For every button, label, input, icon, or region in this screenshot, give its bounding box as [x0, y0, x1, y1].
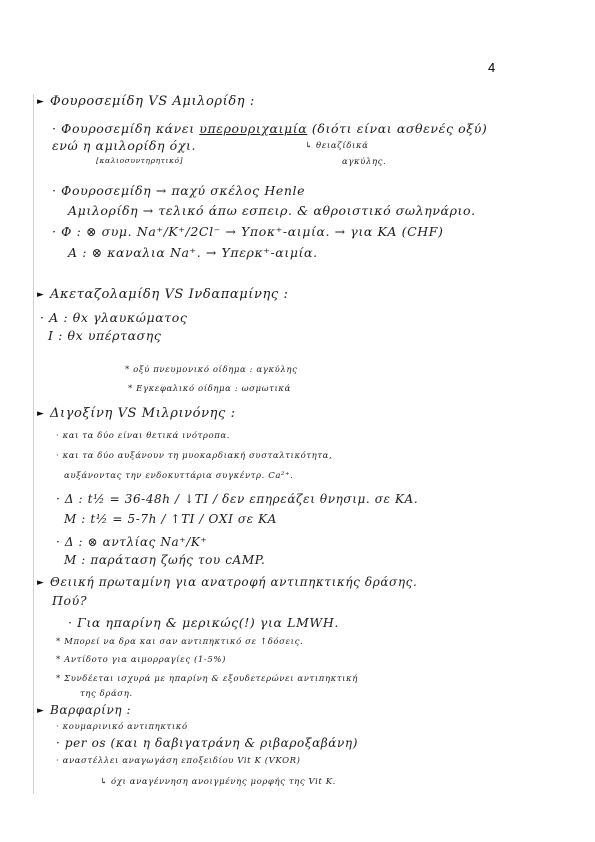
margin-note: ↳ θειαζίδικά [305, 141, 369, 151]
bullet-icon: ► [37, 409, 44, 419]
text-line: · αναστέλλει αναγωγάση εποξειδίου Vit K (VKOR) [56, 756, 301, 766]
section-heading: Φουροσεμίδη VS Αμιλορίδη : [50, 94, 255, 109]
text-line: * οξύ πνευμονικό οίδημα : αγκύλης [125, 365, 298, 375]
text-line: * Μπορεί να δρα και σαν αντιπηκτικό σε ↑δόσεις. [56, 637, 304, 647]
text-line: * Συνδέεται ισχυρά με ηπαρίνη & εξουδετερώνει αντιπηκτική [56, 674, 358, 684]
section-heading: Διγοξίνη VS Μιλρινόνης : [50, 406, 236, 421]
text-line: Α : ⊗ καναλια Na⁺. → Υπερκ⁺-αιμία. [68, 245, 318, 260]
text-line: Ι : θx υπέρτασης [48, 328, 162, 343]
text-line: Αμιλορίδη → τελικό άπω εσπειρ. & αθροιστικό σωληνάριο. [68, 203, 476, 218]
text-line: · και τα δύο είναι θετικά ινότροπα. [56, 431, 231, 441]
section-heading: Θειική πρωταμίνη για ανατροφή αντιπηκτικής δράσης. [50, 575, 418, 589]
text-line: της δράση. [80, 689, 133, 699]
text-line: · Φουροσεμίδη → παχύ σκέλος Henle [52, 183, 306, 198]
bullet-icon: ► [37, 97, 44, 107]
text-segment: · Φουροσεμίδη κάνει [52, 121, 200, 136]
margin-line [33, 94, 34, 794]
text-line: ενώ η αμιλορίδη όχι. [52, 138, 197, 153]
text-line: · και τα δύο αυξάνουν τη μυοκαρδιακή συσταλτικότητα, [56, 451, 333, 461]
text-line: ↳ όχι αναγέννηση ανοιγμένης μορφής της Vit K. [100, 777, 336, 787]
text-line: · Για ηπαρίνη & μερικώς(!) για LMWH. [68, 615, 339, 630]
text-line: * Εγκεφαλικό οίδημα : ωσμωτικά [128, 384, 291, 394]
text-line: Μ : παράταση ζωής του cAMP. [64, 553, 266, 567]
text-line: Πού? [52, 593, 88, 608]
text-line: Μ : t½ = 5-7h / ↑TI / ΟΧΙ σε ΚΑ [64, 512, 277, 526]
bullet-icon: ► [37, 290, 44, 300]
bracket-note: [καλιοσυντηρητικό] [96, 156, 184, 165]
text-line: · Α : θx γλαυκώματος [40, 310, 188, 325]
underlined-term: υπερουριχαιμία [199, 121, 308, 136]
text-line: · Δ : ⊗ αντλίας Na⁺/K⁺ [56, 535, 208, 549]
margin-note: αγκύλης. [342, 157, 387, 167]
text-segment: (διότι είναι ασθενές οξύ) [307, 121, 488, 136]
text-line: · κουμαρινικό αντιπηκτικό [56, 722, 188, 732]
text-line: · Δ : t½ = 36-48h / ↓TI / δεν επηρεάζει θνησιμ. σε ΚΑ. [56, 492, 419, 506]
text-line: αυξάνοντας την ενδοκυττάρια συγκέντρ. Ca²⁺. [64, 471, 294, 481]
bullet-icon: ► [37, 706, 44, 716]
section-heading: Ακεταζολαμίδη VS Ινδαπαμίνης : [50, 287, 289, 302]
page-number: 4 [488, 60, 496, 75]
text-line: * Αντίδοτο για αιμορραγίες (1-5%) [56, 655, 226, 665]
text-line [52, 121, 487, 136]
bullet-icon: ► [37, 578, 44, 588]
text-line: · Φ : ⊗ συμ. Na⁺/K⁺/2Cl⁻ → Υποκ⁺-αιμία. → για ΚΑ (CHF) [52, 224, 444, 239]
text-line: · per os (και η δαβιγατράνη & ριβαροξαβάνη) [56, 736, 358, 750]
section-heading: Βαρφαρίνη : [50, 703, 132, 717]
